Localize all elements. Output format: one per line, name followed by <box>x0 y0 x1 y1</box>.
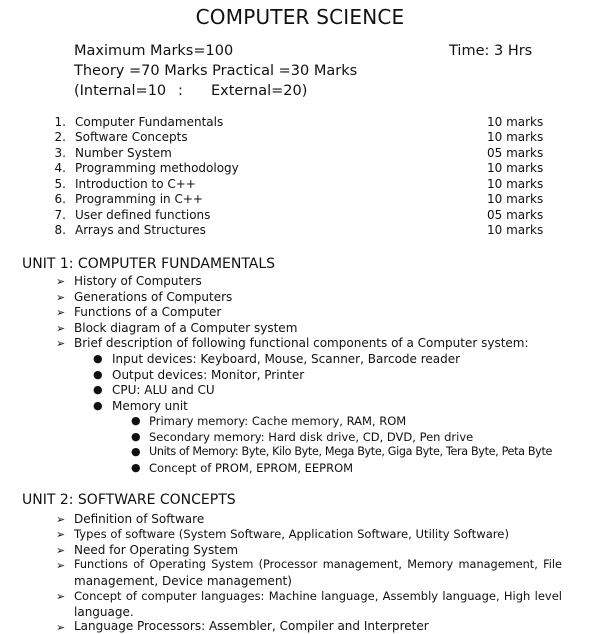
arrow-bullet-icon: ➢ <box>56 513 66 526</box>
disc-bullet-icon: ● <box>93 383 103 396</box>
disc-bullet-icon: ● <box>131 445 141 458</box>
summary-marks: 05 marks <box>487 146 544 160</box>
unit1-topic: Generations of Computers <box>74 290 233 304</box>
internal-marks: (Internal=10 <box>74 83 167 99</box>
theory-practical-marks: Theory =70 Marks Practical =30 Marks <box>74 63 358 79</box>
unit2-topic: Types of software (System Software, Application Software, Utility Software) <box>74 527 509 541</box>
summary-marks: 10 marks <box>487 161 544 175</box>
arrow-bullet-icon: ➢ <box>56 621 66 634</box>
unit1-topic: Brief description of following functional components of a Computer system: <box>74 336 529 350</box>
summary-number: 4. <box>54 161 66 175</box>
external-marks: External=20) <box>211 83 308 99</box>
summary-marks: 05 marks <box>487 208 544 222</box>
unit1-topic: History of Computers <box>74 274 202 288</box>
component-item: Input devices: Keyboard, Mouse, Scanner, Barcode reader <box>112 352 461 366</box>
internal-external-colon: : <box>178 83 183 99</box>
summary-number: 6. <box>54 192 66 206</box>
component-item: Memory unit <box>112 399 188 413</box>
memory-item: Primary memory: Cache memory, RAM, ROM <box>149 414 407 428</box>
memory-item: Secondary memory: Hard disk drive, CD, DVD, Pen drive <box>149 430 474 444</box>
os-functions-line1: Functions of Operating System (Processor management, Memory management, File <box>74 558 562 571</box>
disc-bullet-icon: ● <box>131 414 141 427</box>
component-item: Output devices: Monitor, Printer <box>112 368 305 382</box>
language-processors: Language Processors: Assembler, Compiler and Interpreter <box>74 619 429 633</box>
summary-marks: 10 marks <box>487 223 544 237</box>
arrow-bullet-icon: ➢ <box>56 544 66 557</box>
arrow-bullet-icon: ➢ <box>56 528 66 541</box>
unit2-topic: Need for Operating System <box>74 543 239 557</box>
memory-item: Concept of PROM, EPROM, EEPROM <box>149 461 354 475</box>
arrow-bullet-icon: ➢ <box>56 275 66 288</box>
disc-bullet-icon: ● <box>93 352 103 365</box>
unit1-topic: Block diagram of a Computer system <box>74 321 298 335</box>
arrow-bullet-icon: ➢ <box>56 590 66 603</box>
arrow-bullet-icon: ➢ <box>56 322 66 335</box>
summary-marks: 10 marks <box>487 130 544 144</box>
arrow-bullet-icon: ➢ <box>56 559 66 572</box>
summary-label: Number System <box>75 146 172 160</box>
component-item: CPU: ALU and CU <box>112 383 215 397</box>
languages-line1: Concept of computer languages: Machine language, Assembly language, High level <box>74 589 562 603</box>
summary-marks: 10 marks <box>487 115 544 129</box>
summary-number: 1. <box>54 115 66 129</box>
disc-bullet-icon: ● <box>93 399 103 412</box>
time-limit: Time: 3 Hrs <box>449 43 533 59</box>
unit1-heading: UNIT 1: COMPUTER FUNDAMENTALS <box>22 256 276 272</box>
summary-number: 8. <box>54 223 66 237</box>
arrow-bullet-icon: ➢ <box>56 337 66 350</box>
summary-number: 7. <box>54 208 66 222</box>
memory-item: Units of Memory: Byte, Kilo Byte, Mega Byte, Giga Byte, Tera Byte, Peta Byte <box>149 445 553 458</box>
summary-label: Introduction to C++ <box>75 177 196 191</box>
summary-label: Computer Fundamentals <box>75 115 224 129</box>
summary-label: Programming in C++ <box>75 192 203 206</box>
max-marks: Maximum Marks=100 <box>74 43 234 59</box>
unit2-heading: UNIT 2: SOFTWARE CONCEPTS <box>22 492 236 508</box>
summary-label: Software Concepts <box>75 130 188 144</box>
summary-marks: 10 marks <box>487 192 544 206</box>
summary-number: 2. <box>54 130 66 144</box>
summary-label: User defined functions <box>75 208 211 222</box>
disc-bullet-icon: ● <box>131 430 141 443</box>
disc-bullet-icon: ● <box>131 461 141 474</box>
summary-label: Arrays and Structures <box>75 223 206 237</box>
arrow-bullet-icon: ➢ <box>56 291 66 304</box>
summary-number: 3. <box>54 146 66 160</box>
languages-line2: language. <box>74 605 134 619</box>
summary-marks: 10 marks <box>487 177 544 191</box>
unit2-topic: Definition of Software <box>74 512 205 526</box>
arrow-bullet-icon: ➢ <box>56 306 66 319</box>
page-title: COMPUTER SCIENCE <box>195 5 405 29</box>
summary-label: Programming methodology <box>75 161 239 175</box>
disc-bullet-icon: ● <box>93 368 103 381</box>
os-functions-line2: management, Device management) <box>74 574 292 588</box>
summary-number: 5. <box>54 177 66 191</box>
unit1-topic: Functions of a Computer <box>74 305 222 319</box>
